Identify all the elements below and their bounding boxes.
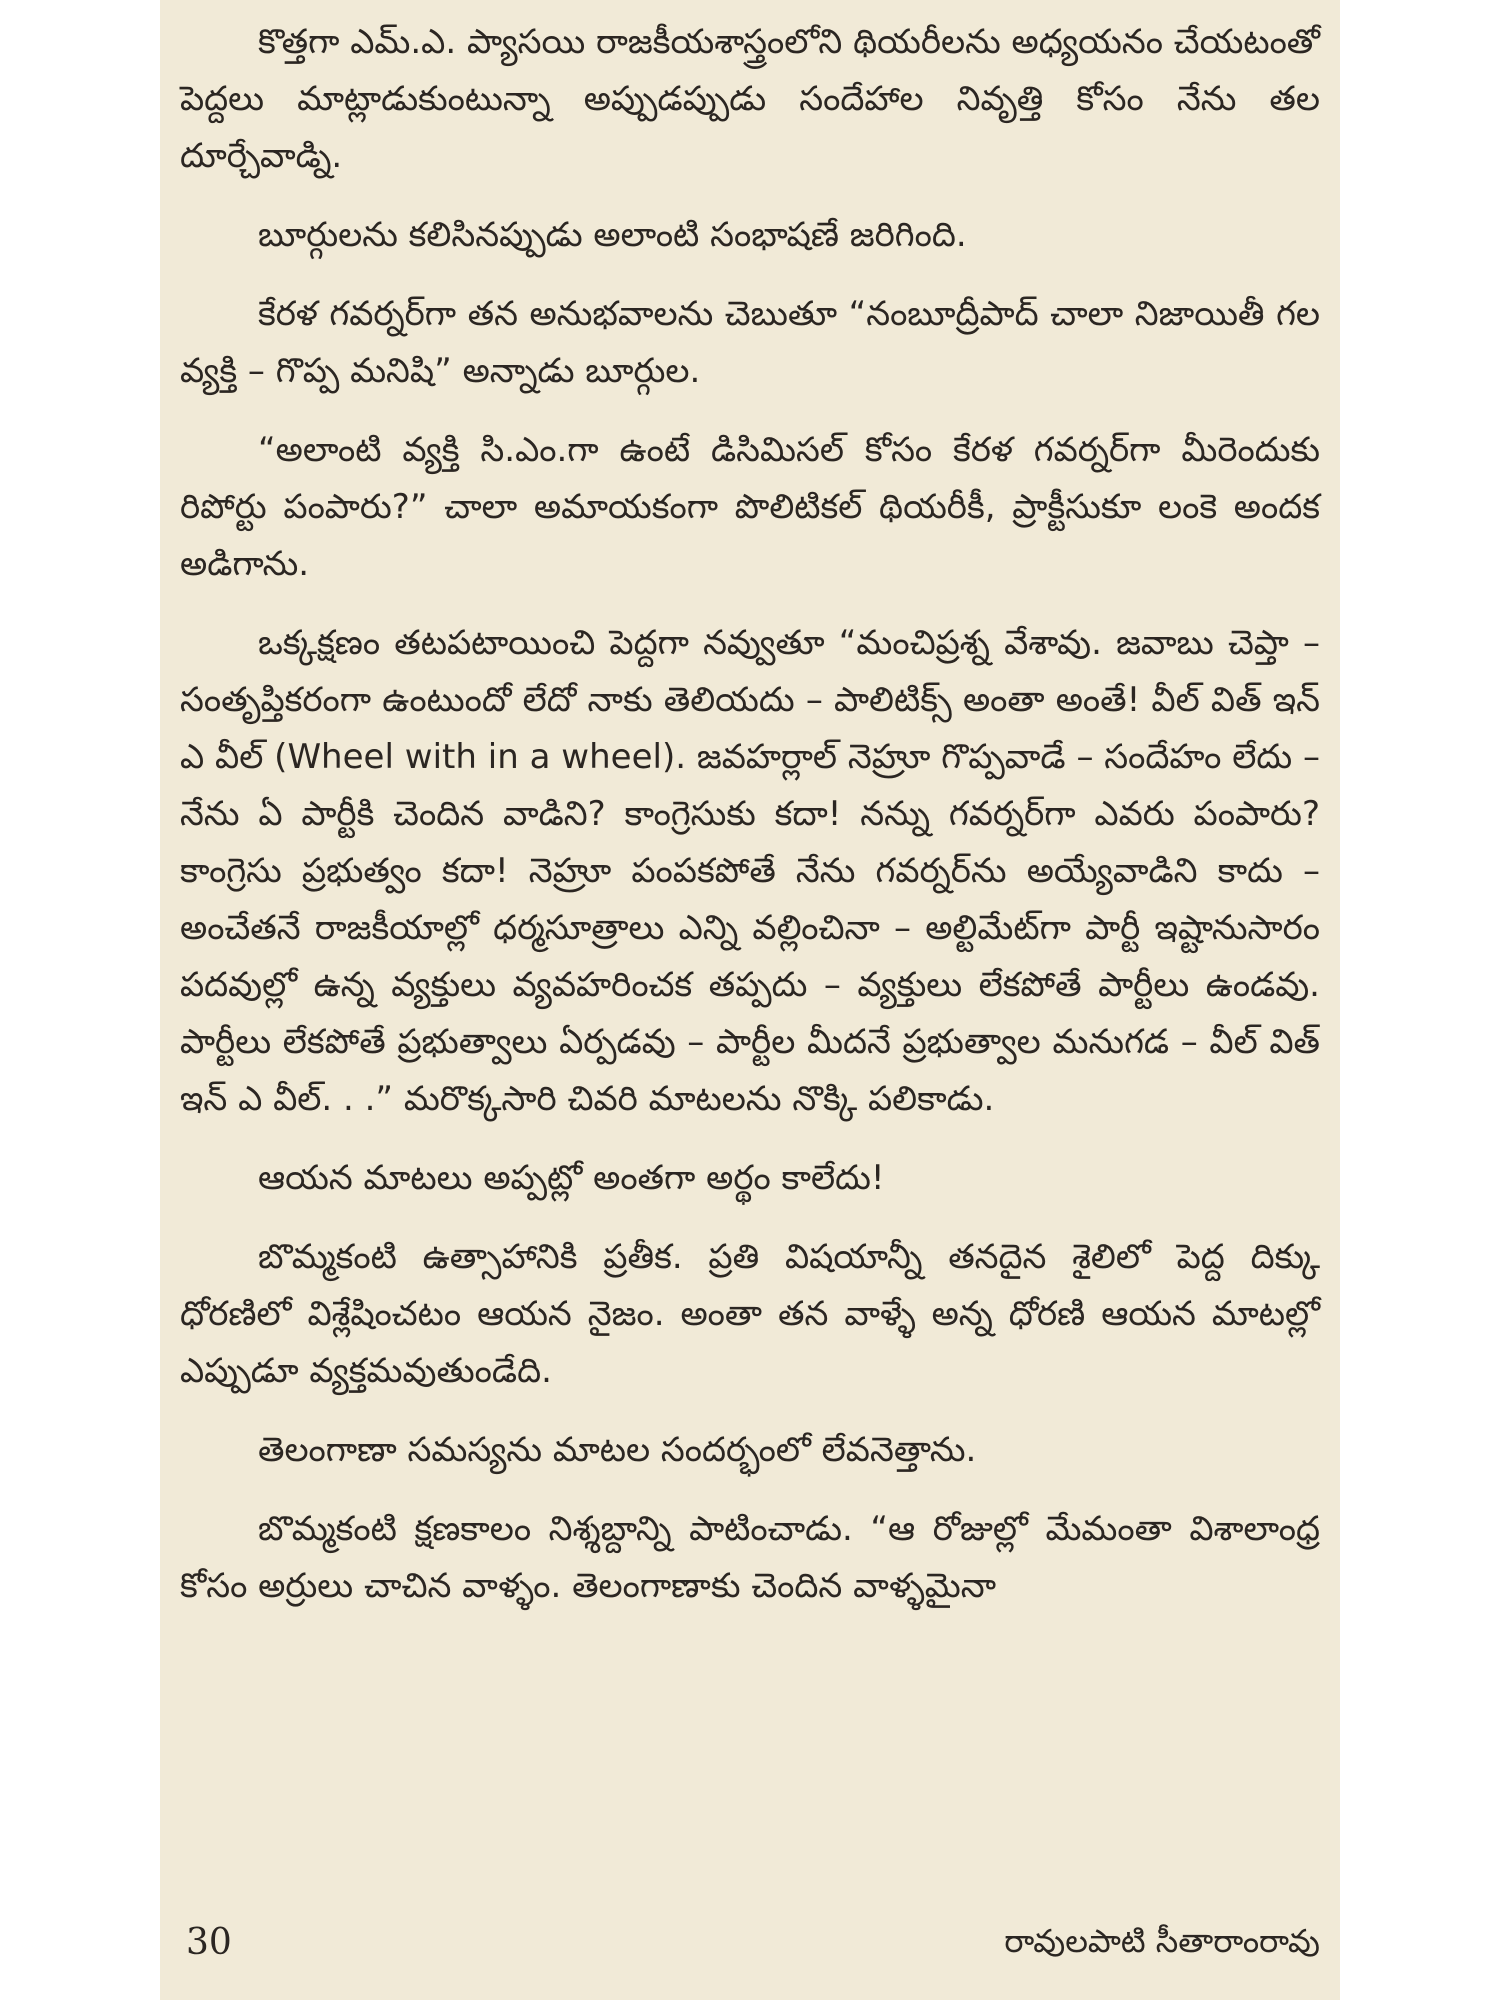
paragraph: బొమ్మకంటి క్షణకాలం నిశ్శబ్దాన్ని పాటించాడు. “ఆ రోజుల్లో మేమంతా విశాలాంధ్ర కోసం అర్రులు చాచిన వాళ్ళం. తెలంగాణాకు చెందిన వాళ్ళమైనా <box>180 1509 1320 1606</box>
paragraph: “అలాంటి వ్యక్తి సి.ఎం.గా ఉంటే డిసిమిసల్ కోసం కేరళ గవర్నర్‌గా మీరెందుకు రిపోర్టు పంపారు?” చాలా అమాయకంగా పొలిటికల్ థియరీకీ, ప్రాక్టీసుకూ లంకె అందక అడిగాను. <box>180 430 1320 584</box>
paragraph: బూర్గులను కలిసినప్పుడు అలాంటి సంభాషణే జరిగింది. <box>258 215 967 255</box>
paragraph: ఒక్కక్షణం తటపటాయించి పెద్దగా నవ్వుతూ “మంచిప్రశ్న వేశావు. జవాబు చెప్తా – సంతృప్తికరంగా ఉంటుందో లేదో నాకు తెలియదు – పాలిటిక్స్ అంతా అంతే! వీల్ విత్ ఇన్ ఎ వీల్ (Wheel with in a wheel). జవహర్లాల్ నెహ్రూ గొప్పవాడే – సందేహం లేదు – నేను ఏ పార్టీకి చెందిన వాడిని? కాంగ్రెసుకు కదా! నన్ను గవర్నర్‌గా ఎవరు పంపారు? కాంగ్రెసు ప్రభుత్వం కదా! నెహ్రూ పంపకపోతే నేను గవర్నర్‌ను అయ్యేవాడిని కాదు – అంచేతనే రాజకీయాల్లో ధర్మసూత్రాలు ఎన్ని వల్లించినా – అల్టిమేట్‌గా పార్టీ ఇష్టానుసారం పదవుల్లో ఉన్న వ్యక్తులు వ్యవహరించక తప్పదు – వ్యక్తులు లేకపోతే పార్టీలు ఉండవు. పార్టీలు లేకపోతే ప్రభుత్వాలు ఏర్పడవు – పార్టీల మీదనే ప్రభుత్వాల మనుగడ – వీల్ విత్ ఇన్ ఎ వీల్. . .” మరొక్కసారి చివరి మాటలను నొక్కి పలికాడు. <box>180 623 1320 1119</box>
author-name: రావులపాటి సీతారాంరావు <box>1004 1922 1320 1960</box>
paragraph: తెలంగాణా సమస్యను మాటల సందర్భంలో లేవనెత్తాను. <box>258 1430 977 1470</box>
paragraph: బొమ్మకంటి ఉత్సాహానికి ప్రతీక. ప్రతి విషయాన్నీ తనదైన శైలిలో పెద్ద దిక్కు ధోరణిలో విశ్లేషించటం ఆయన నైజం. అంతా తన వాళ్ళే అన్న ధోరణి ఆయన మాటల్లో ఎప్పుడూ వ్యక్తమవుతుండేది. <box>180 1237 1320 1391</box>
page-number: 30 <box>186 1922 232 1963</box>
paragraph: కొత్తగా ఎమ్.ఎ. ప్యాసయి రాజకీయశాస్త్రంలోని థియరీలను అధ్యయనం చేయటంతో పెద్దలు మాట్లాడుకుంటున్నా అప్పుడప్పుడు సందేహాల నివృత్తి కోసం నేను తల దూర్చేవాడ్ని. <box>180 22 1320 176</box>
paragraph: కేరళ గవర్నర్‌గా తన అనుభవాలను చెబుతూ “నంబూద్రీపాద్ చాలా నిజాయితీ గల వ్యక్తి – గొప్ప మనిషి” అన్నాడు బూర్గుల. <box>180 294 1320 391</box>
page-footer <box>0 1922 1500 1972</box>
body-text <box>180 14 1320 1637</box>
paragraph: ఆయన మాటలు అప్పట్లో అంతగా అర్థం కాలేదు! <box>258 1158 885 1198</box>
